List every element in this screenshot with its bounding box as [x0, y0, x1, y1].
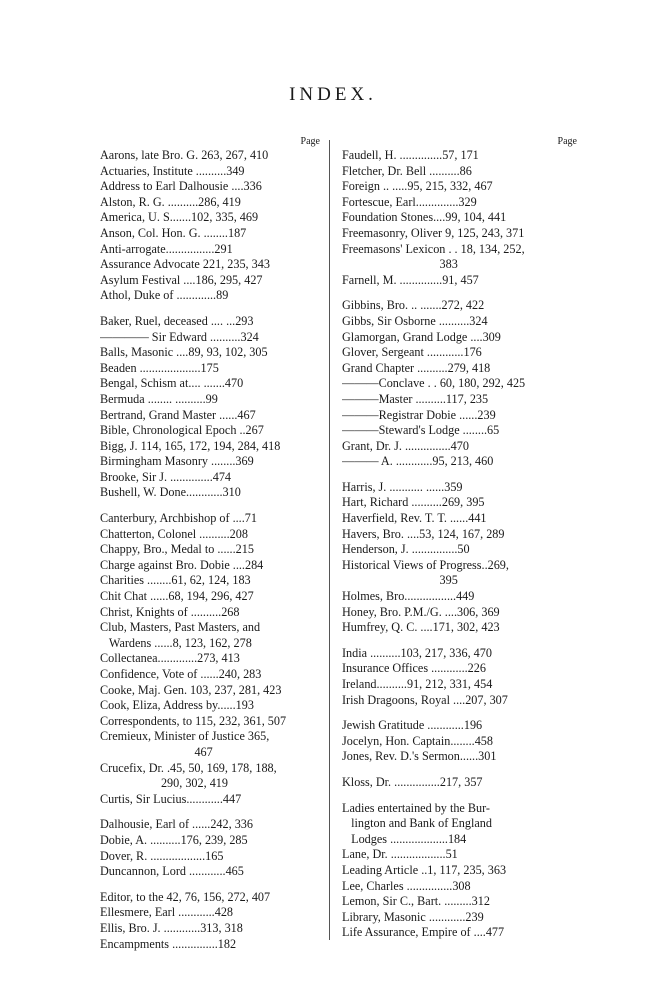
index-entry: Grand Chapter ..........279, 418 [342, 360, 491, 375]
index-entry: Freemasons' Lexicon . . 18, 134, 252, [342, 241, 525, 256]
index-entry: Aarons, late Bro. G. 263, 267, 410 [100, 148, 269, 162]
index-entry: ―――Conclave . . 60, 180, 292, 425 [342, 376, 526, 391]
index-entry: Gibbins, Bro. .. .......272, 422 [342, 298, 485, 313]
index-entry: Foundation Stones....99, 104, 441 [342, 210, 507, 225]
index-entry: Baker, Ruel, deceased .... ...293 [100, 313, 254, 328]
index-entry: Glover, Sergeant ............176 [342, 345, 482, 360]
index-entry: Farnell, M. ..............91, 457 [342, 272, 479, 287]
index-entry: Fletcher, Dr. Bell ..........86 [342, 163, 472, 178]
section-gap [342, 636, 577, 646]
section-gap [342, 765, 577, 775]
index-entry: Havers, Bro. ....53, 124, 167, 289 [342, 526, 505, 541]
section-gap [342, 708, 577, 718]
index-entry: Grant, Dr. J. ...............470 [342, 438, 469, 453]
section-gap [100, 501, 320, 511]
index-entry: Lemon, Sir C., Bart. .........312 [342, 894, 490, 909]
index-entry: Lane, Dr. ..................51 [342, 847, 458, 862]
index-entry: Holmes, Bro.................449 [342, 589, 475, 604]
index-entry: Anti-arrogate................291 [100, 241, 233, 256]
index-entry: Jones, Rev. D.'s Sermon......301 [342, 749, 497, 764]
index-entry: Hart, Richard ..........269, 395 [342, 495, 485, 510]
index-entry: Insurance Offices ............226 [342, 661, 486, 676]
index-entry: Ireland..........91, 212, 331, 454 [342, 677, 493, 691]
index-entry: Cook, Eliza, Address by......193 [100, 698, 254, 713]
index-entry: Dover, R. ..................165 [100, 848, 224, 863]
index-entry: Dalhousie, Earl of ......242, 336 [100, 817, 253, 832]
index-entry: Harris, J. ........... ......359 [342, 479, 463, 494]
index-entry: Confidence, Vote of ......240, 283 [100, 667, 262, 681]
index-entry: Collectanea.............273, 413 [100, 651, 240, 666]
index-entry: Charge against Bro. Dobie ....284 [100, 557, 264, 572]
page-title: INDEX. [289, 84, 377, 105]
index-entry: India ..........103, 217, 336, 470 [342, 645, 492, 660]
section-gap [342, 288, 577, 298]
section-gap [100, 807, 320, 817]
index-entry: Canterbury, Archbishop of ....71 [100, 511, 257, 526]
index-entry: Ellesmere, Earl ............428 [100, 905, 234, 920]
section-gap [342, 470, 577, 480]
page-column-header: Page [557, 136, 577, 147]
index-entry: Faudell, H. ..............57, 171 [342, 148, 479, 162]
index-entry: Cremieux, Minister of Justice 365, [100, 729, 270, 744]
index-entry: Life Assurance, Empire of ....477 [342, 925, 505, 940]
index-entry: Haverfield, Rev. T. T. ......441 [342, 511, 487, 526]
index-entry: ―――― Sir Edward ..........324 [100, 329, 259, 344]
index-entry: 395 [342, 573, 458, 588]
index-entry: Anson, Col. Hon. G. ........187 [100, 225, 247, 240]
index-entry: Bengal, Schism at.... .......470 [100, 376, 244, 391]
index-entry: Bushell, W. Done............310 [100, 485, 241, 500]
index-entry: Crucefix, Dr. .45, 50, 169, 178, 188, [100, 760, 277, 775]
index-entry: Bertrand, Grand Master ......467 [100, 407, 256, 422]
index-entry: Bible, Chronological Epoch ..267 [100, 423, 264, 438]
index-entry: Cooke, Maj. Gen. 103, 237, 281, 423 [100, 682, 282, 697]
index-entry: Editor, to the 42, 76, 156, 272, 407 [100, 889, 271, 904]
index-entry: America, U. S.......102, 335, 469 [100, 210, 259, 225]
index-entry: Freemasonry, Oliver 9, 125, 243, 371 [342, 225, 525, 240]
index-entry: Asylum Festival ....186, 295, 427 [100, 272, 263, 287]
index-entry: Birmingham Masonry ........369 [100, 454, 254, 469]
index-entry: Leading Article ..1, 117, 235, 363 [342, 862, 507, 877]
index-entry: Curtis, Sir Lucius............447 [100, 791, 242, 806]
index-entry: Gibbs, Sir Osborne ..........324 [342, 313, 488, 328]
index-entry: 383 [342, 257, 458, 272]
index-entry: Irish Dragoons, Royal ....207, 307 [342, 692, 508, 707]
index-entry: Balls, Masonic ....89, 93, 102, 305 [100, 345, 268, 360]
index-entry: Honey, Bro. P.M./G. ....306, 369 [342, 604, 500, 619]
section-gap [100, 880, 320, 890]
index-entry: Lodges ...................184 [342, 831, 467, 846]
section-gap [100, 304, 320, 314]
index-entry: Charities ........61, 62, 124, 183 [100, 573, 251, 588]
index-entry: Correspondents, to 115, 232, 361, 507 [100, 713, 287, 728]
index-entry: lington and Bank of England [342, 816, 492, 831]
index-entry: Jewish Gratitude ............196 [342, 718, 483, 733]
index-entry: ―――Registrar Dobie ......239 [342, 407, 496, 422]
index-entry: Kloss, Dr. ...............217, 357 [342, 774, 483, 789]
index-entry: Ellis, Bro. J. ............313, 318 [100, 920, 243, 935]
index-entry: Jocelyn, Hon. Captain........458 [342, 733, 493, 748]
index-entry: Alston, R. G. ..........286, 419 [100, 194, 241, 209]
index-entry: Address to Earl Dalhousie ....336 [100, 179, 262, 194]
index-entry: Foreign .. .....95, 215, 332, 467 [342, 179, 493, 194]
index-entry: Henderson, J. ...............50 [342, 542, 470, 557]
index-entry: Duncannon, Lord ............465 [100, 864, 244, 879]
index-entry: ―――Steward's Lodge ........65 [342, 423, 500, 438]
column-divider [329, 140, 330, 940]
index-left-column [100, 136, 320, 952]
index-entry: Bermuda ........ ..........99 [100, 391, 218, 406]
index-entry: Humfrey, Q. C. ....171, 302, 423 [342, 620, 500, 635]
index-entry: Wardens ......8, 123, 162, 278 [100, 635, 252, 650]
index-entry: Glamorgan, Grand Lodge ....309 [342, 329, 501, 344]
index-entry: 467 [100, 744, 213, 759]
index-entry: Lee, Charles ...............308 [342, 878, 471, 893]
index-entry: Brooke, Sir J. ..............474 [100, 469, 232, 484]
index-entry: Dobie, A. ..........176, 239, 285 [100, 832, 248, 847]
index-entry: Historical Views of Progress..269, [342, 557, 509, 572]
index-entry: Chit Chat ......68, 194, 296, 427 [100, 589, 254, 604]
index-entry: Ladies entertained by the Bur- [342, 800, 490, 815]
index-entry: 290, 302, 419 [100, 776, 228, 791]
index-entry: Club, Masters, Past Masters, and [100, 620, 261, 635]
index-entry: Beaden ....................175 [100, 360, 219, 375]
index-entry: Chatterton, Colonel ..........208 [100, 526, 248, 541]
index-right-column [342, 136, 577, 941]
index-entry: ―――Master ..........117, 235 [342, 391, 489, 406]
index-entry: Athol, Duke of .............89 [100, 288, 229, 303]
index-entry: Library, Masonic ............239 [342, 909, 484, 924]
index-entry: Bigg, J. 114, 165, 172, 194, 284, 418 [100, 438, 281, 453]
index-entry: ――― A. ............95, 213, 460 [342, 454, 494, 469]
index-entry: Chappy, Bro., Medal to ......215 [100, 542, 254, 557]
index-entry: Assurance Advocate 221, 235, 343 [100, 257, 270, 272]
index-entry: Fortescue, Earl..............329 [342, 194, 477, 209]
section-gap [342, 791, 577, 801]
index-entry: Encampments ...............182 [100, 936, 237, 951]
index-entry: Actuaries, Institute ..........349 [100, 163, 245, 178]
index-entry: Christ, Knights of ..........268 [100, 604, 240, 619]
page-column-header: Page [300, 136, 320, 147]
